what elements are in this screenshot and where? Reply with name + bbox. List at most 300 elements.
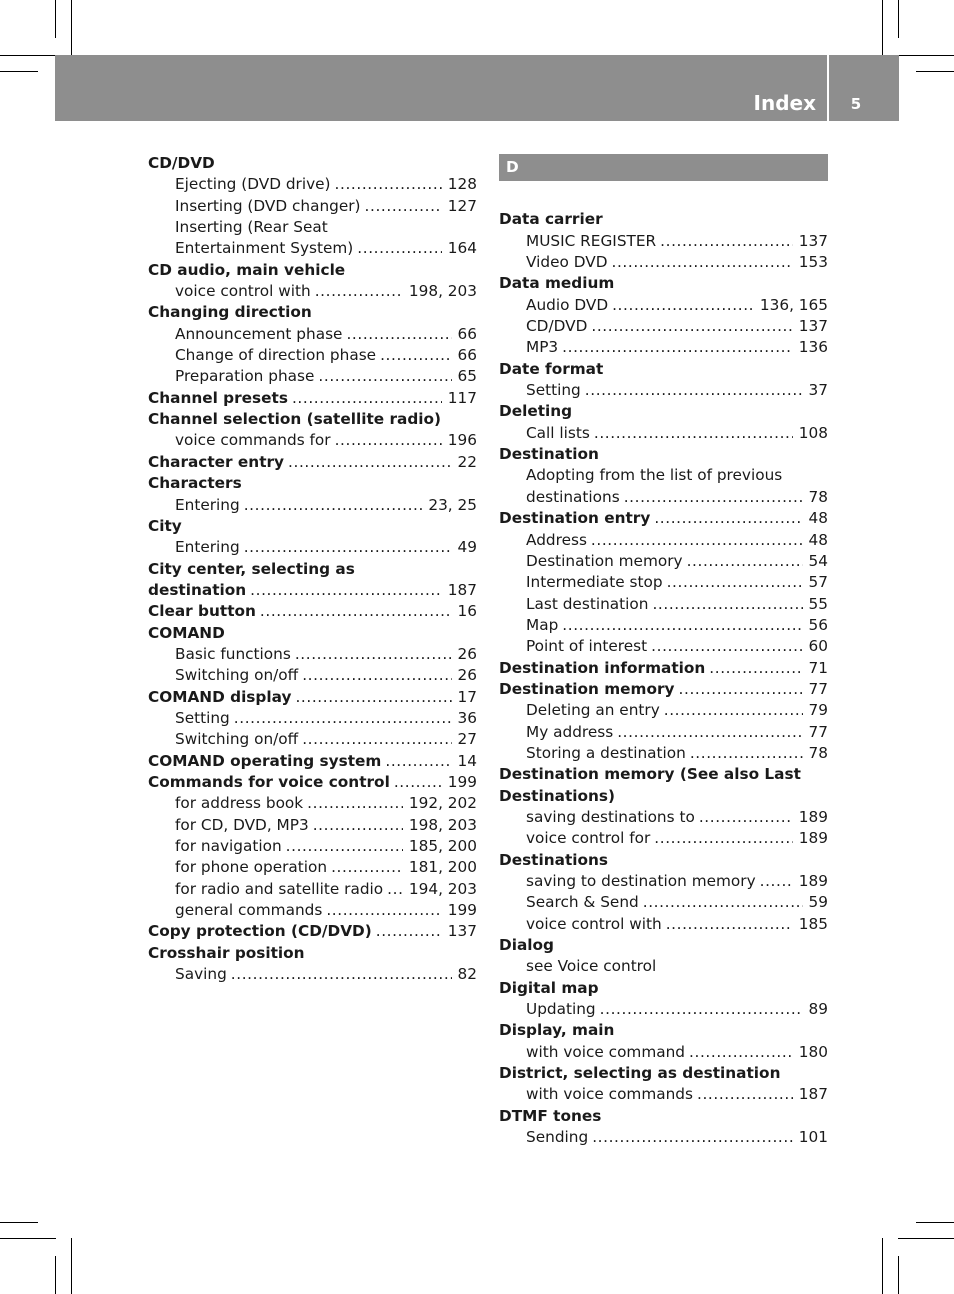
index-entry-heading — [499, 1020, 828, 1041]
entry-text: Characters — [148, 474, 242, 493]
crop-mark — [0, 71, 38, 72]
index-subentry — [499, 892, 828, 913]
index-subentry — [148, 324, 477, 345]
entry-text: Entertainment System) — [175, 239, 354, 258]
entry-text: see Voice control — [526, 957, 657, 976]
page-reference: 127 — [447, 196, 477, 215]
page-reference: 136 — [798, 338, 828, 357]
entry-text: for navigation — [175, 837, 282, 855]
index-entry-heading — [148, 623, 477, 644]
index-entry-heading — [148, 601, 477, 622]
dot-leader — [666, 914, 793, 935]
index-subentry — [148, 964, 477, 985]
entry-text: Intermediate stop — [526, 573, 663, 592]
dot-leader — [295, 644, 452, 665]
page-reference: 66 — [457, 346, 477, 365]
page-reference: 37 — [808, 381, 828, 400]
entry-text: Copy protection (CD/DVD) — [148, 922, 372, 941]
page-reference: 57 — [808, 573, 828, 592]
crop-mark — [898, 55, 954, 56]
dot-leader — [689, 1042, 793, 1063]
entry-text: Destination memory — [499, 679, 675, 698]
page-reference: 194, 203 — [408, 879, 477, 898]
index-subentry — [499, 828, 828, 849]
dot-leader — [394, 772, 442, 793]
section-title: Index — [753, 91, 816, 115]
crop-mark — [0, 1238, 56, 1239]
entry-text: saving to destination memory — [526, 872, 756, 890]
entry-text: Inserting (Rear Seat — [175, 218, 328, 237]
dot-leader — [611, 252, 792, 273]
index-subentry — [499, 1127, 828, 1148]
index-subentry — [148, 174, 477, 195]
dot-leader — [654, 508, 802, 529]
page-reference: 101 — [798, 1128, 828, 1147]
page-reference: 185, 200 — [408, 837, 477, 855]
entry-text: Preparation phase — [175, 367, 315, 386]
index-subentry — [499, 530, 828, 551]
entry-text: CD audio, main vehicle — [148, 260, 346, 279]
index-subentry — [148, 430, 477, 451]
entry-text: City — [148, 516, 182, 535]
dot-leader — [302, 665, 451, 686]
index-entry-heading — [148, 943, 477, 964]
index-subentry — [499, 1042, 828, 1063]
dot-leader — [592, 1127, 793, 1148]
index-subentry — [148, 836, 477, 857]
entry-text: Change of direction phase — [175, 346, 377, 365]
crop-mark — [898, 1238, 954, 1239]
page-reference: 137 — [447, 922, 477, 941]
index-subentry — [148, 345, 477, 366]
index-subentry — [499, 956, 828, 977]
entry-text: Channel selection (satellite radio) — [148, 410, 442, 429]
page-reference: 17 — [457, 687, 477, 706]
dot-leader — [667, 572, 803, 593]
index-entry-heading — [148, 580, 477, 601]
index-entry-heading — [499, 1106, 828, 1127]
index-subentry — [499, 807, 828, 828]
crop-mark — [0, 1222, 38, 1223]
entry-text: for radio and satellite radio — [175, 879, 384, 898]
index-subentry — [499, 231, 828, 252]
index-subentry — [148, 537, 477, 558]
page-reference: 78 — [808, 743, 828, 762]
dot-leader — [335, 174, 442, 195]
page-reference: 198, 203 — [408, 815, 477, 834]
crop-mark — [882, 0, 883, 56]
page-reference: 49 — [457, 538, 477, 557]
entry-text: Saving — [175, 965, 227, 984]
entry-text: Video DVD — [526, 253, 608, 272]
dot-leader — [234, 708, 452, 729]
index-subentry — [148, 495, 477, 516]
crop-mark — [71, 1238, 72, 1294]
entry-text: Announcement phase — [175, 324, 343, 343]
page-reference: 77 — [808, 679, 828, 698]
dot-leader — [288, 452, 452, 473]
page-reference: 77 — [808, 722, 828, 741]
dot-leader — [760, 871, 793, 892]
index-subentry — [148, 217, 477, 238]
index-subentry — [499, 572, 828, 593]
dot-leader — [260, 601, 452, 622]
page-reference: 66 — [457, 324, 477, 343]
page-reference: 59 — [808, 893, 828, 912]
dot-leader — [660, 231, 793, 252]
page-reference: 26 — [457, 644, 477, 663]
crop-mark — [71, 0, 72, 56]
dot-leader — [699, 807, 793, 828]
dot-leader — [357, 238, 442, 259]
index-subentry — [148, 366, 477, 387]
index-subentry — [148, 238, 477, 259]
entry-text: Point of interest — [526, 637, 648, 656]
index-entry-heading — [499, 359, 828, 380]
entry-text: MP3 — [526, 338, 559, 357]
index-subentry — [499, 636, 828, 657]
page-reference: 22 — [457, 452, 477, 471]
index-entry-heading — [148, 473, 477, 494]
entry-text: Destination memory (See also Last — [499, 765, 801, 784]
page-reference: 189 — [798, 807, 828, 826]
page-reference: 185 — [798, 914, 828, 933]
entry-text: Ejecting (DVD drive) — [175, 175, 331, 194]
index-subentry — [148, 196, 477, 217]
entry-text: Display, main — [499, 1021, 615, 1040]
index-column-right — [499, 153, 828, 1148]
entry-text: COMAND operating system — [148, 751, 382, 770]
entry-text: destination — [148, 580, 247, 599]
page-reference: 48 — [808, 509, 828, 528]
crop-mark — [55, 1256, 56, 1294]
page-reference: 27 — [457, 730, 477, 749]
dot-leader — [307, 793, 403, 814]
dot-leader — [709, 658, 802, 679]
index-entry-heading — [148, 388, 477, 409]
entry-text: Setting — [175, 708, 230, 727]
dot-leader — [295, 687, 451, 708]
page-reference: 192, 202 — [408, 794, 477, 813]
index-subentry — [499, 1084, 828, 1105]
page-reference: 78 — [808, 487, 828, 506]
entry-text: voice control with — [526, 914, 662, 933]
dot-leader — [335, 430, 442, 451]
page-reference: 137 — [798, 317, 828, 336]
entry-text: Dialog — [499, 936, 554, 955]
index-subentry — [499, 700, 828, 721]
page-reference: 187 — [798, 1085, 828, 1104]
entry-text: Digital map — [499, 978, 599, 997]
entry-text: Clear button — [148, 602, 256, 621]
dot-leader — [313, 815, 403, 836]
dot-leader — [250, 580, 442, 601]
entry-text: saving destinations to — [526, 807, 695, 826]
page-reference: 56 — [808, 615, 828, 634]
index-subentry — [499, 423, 828, 444]
entry-text: MUSIC REGISTER — [526, 231, 657, 250]
page-reference: 14 — [457, 751, 477, 770]
dot-leader — [231, 964, 452, 985]
page-reference: 54 — [808, 551, 828, 570]
page-reference: 181, 200 — [408, 858, 477, 877]
crop-mark — [55, 0, 56, 38]
entry-text: Entering — [175, 495, 240, 514]
dot-leader — [600, 999, 803, 1020]
dot-leader — [624, 487, 803, 508]
entry-text: destinations — [526, 487, 620, 506]
entry-text: Search & Send — [526, 893, 639, 912]
entry-text: DTMF tones — [499, 1106, 602, 1125]
index-entry-heading — [499, 850, 828, 871]
entry-text: COMAND — [148, 623, 225, 642]
entry-text: general commands — [175, 901, 323, 920]
dot-leader — [286, 836, 403, 857]
index-entry-heading — [148, 452, 477, 473]
index-subentry — [499, 615, 828, 636]
index-subentry — [499, 743, 828, 764]
entry-text: Commands for voice control — [148, 772, 390, 791]
dot-leader — [594, 423, 793, 444]
page-reference: 137 — [798, 231, 828, 250]
index-subentry — [499, 871, 828, 892]
index-entry-heading — [148, 751, 477, 772]
dot-leader — [664, 700, 803, 721]
index-entry-heading — [499, 786, 828, 807]
entry-text: Channel presets — [148, 388, 288, 407]
entry-text: with voice command — [526, 1042, 686, 1061]
entry-text: Destinations) — [499, 786, 615, 805]
entry-text: Map — [526, 615, 559, 634]
entry-text: for CD, DVD, MP3 — [175, 815, 309, 834]
entry-text: Storing a destination — [526, 743, 686, 762]
entry-text: Updating — [526, 1000, 596, 1019]
entry-text: Audio DVD — [526, 295, 609, 314]
entry-text: Data carrier — [499, 210, 603, 229]
index-subentry — [499, 594, 828, 615]
crop-mark — [882, 1238, 883, 1294]
index-subentry — [499, 487, 828, 508]
entry-text: Destination memory — [526, 551, 683, 570]
page-reference: 60 — [808, 637, 828, 656]
entry-text: Date format — [499, 359, 604, 378]
page-reference: 128 — [447, 175, 477, 194]
spacer — [499, 188, 828, 209]
index-subentry — [148, 793, 477, 814]
index-entry-heading — [148, 772, 477, 793]
entry-text: Sending — [526, 1128, 589, 1147]
index-entry-heading — [148, 260, 477, 281]
entry-text: Deleting an entry — [526, 701, 660, 720]
dot-leader — [376, 921, 442, 942]
page-reference: 71 — [808, 658, 828, 677]
index-entry-heading — [499, 658, 828, 679]
entry-text: voice commands for — [175, 431, 331, 450]
index-subentry — [148, 857, 477, 878]
page-reference: 16 — [457, 602, 477, 621]
dot-leader — [612, 295, 754, 316]
entry-text: CD/DVD — [148, 154, 215, 172]
page-reference: 153 — [798, 253, 828, 272]
index-subentry — [499, 252, 828, 273]
page-reference: 23, 25 — [428, 495, 477, 514]
index-entry-heading — [499, 679, 828, 700]
entry-text: COMAND display — [148, 687, 292, 706]
index-entry-heading — [148, 409, 477, 430]
index-subentry — [148, 900, 477, 921]
dot-leader — [687, 551, 803, 572]
index-entry-heading — [148, 302, 477, 323]
entry-text: Changing direction — [148, 303, 312, 322]
entry-text: Setting — [526, 381, 581, 400]
index-subentry — [499, 316, 828, 337]
entry-text: Destination information — [499, 658, 706, 677]
index-subentry — [499, 722, 828, 743]
entry-text: Address — [526, 530, 587, 549]
entry-text: Destination — [499, 445, 599, 464]
dot-leader — [617, 722, 802, 743]
page-reference: 108 — [798, 423, 828, 442]
page-reference: 196 — [447, 431, 477, 450]
dot-leader — [387, 879, 403, 900]
index-subentry — [499, 465, 828, 486]
entry-text: Destination entry — [499, 509, 651, 528]
page-reference: 82 — [457, 965, 477, 984]
page-reference: 187 — [447, 580, 477, 599]
index-entries — [499, 188, 828, 1148]
page-reference: 180 — [798, 1042, 828, 1061]
index-subentry — [148, 879, 477, 900]
index-subentry — [499, 999, 828, 1020]
index-entry-heading — [499, 764, 828, 785]
page-reference: 136, 165 — [759, 295, 828, 314]
crop-mark — [898, 0, 899, 38]
entry-text: Crosshair position — [148, 943, 305, 962]
dot-leader — [591, 316, 792, 337]
entry-text: Basic functions — [175, 644, 291, 663]
entry-text: for phone operation — [175, 858, 328, 877]
index-entry-heading — [499, 1063, 828, 1084]
index-column-left — [148, 153, 477, 985]
index-subentry — [499, 914, 828, 935]
entry-text: Deleting — [499, 402, 573, 421]
index-entry-heading — [499, 273, 828, 294]
page-reference: 65 — [457, 367, 477, 386]
entry-text: voice control with — [175, 282, 311, 301]
index-entry-heading — [499, 508, 828, 529]
page-reference: 164 — [447, 239, 477, 258]
entry-text: CD/DVD — [526, 317, 588, 336]
index-entry-heading — [499, 978, 828, 999]
index-subentry — [148, 281, 477, 302]
dot-leader — [302, 729, 451, 750]
page-reference: 117 — [447, 388, 477, 407]
entry-text: for address book — [175, 794, 304, 813]
index-entry-heading — [499, 401, 828, 422]
page-reference: 79 — [808, 701, 828, 720]
entry-text: Call lists — [526, 423, 590, 442]
entry-text: Inserting (DVD changer) — [175, 196, 361, 215]
entry-text: Switching on/off — [175, 730, 299, 749]
index-subentry — [148, 644, 477, 665]
crop-mark — [916, 71, 954, 72]
entry-text: Destinations — [499, 850, 609, 869]
page-reference: 26 — [457, 666, 477, 685]
index-entry-heading — [148, 516, 477, 537]
entry-text: Character entry — [148, 452, 285, 471]
crop-mark — [0, 55, 56, 56]
crop-mark — [898, 1256, 899, 1294]
crop-mark — [916, 1222, 954, 1223]
dot-leader — [365, 196, 442, 217]
dot-leader — [318, 366, 451, 387]
index-subentry — [499, 295, 828, 316]
dot-leader — [346, 324, 451, 345]
dot-leader — [326, 900, 441, 921]
dot-leader — [654, 828, 793, 849]
dot-leader — [380, 345, 451, 366]
page-reference: 55 — [808, 594, 828, 613]
index-entry-heading — [499, 935, 828, 956]
index-entry-heading — [148, 921, 477, 942]
index-entry-heading — [499, 444, 828, 465]
dot-leader — [697, 1084, 793, 1105]
entry-text: District, selecting as destination — [499, 1064, 781, 1083]
page-number: 5 — [850, 95, 862, 113]
page-reference: 36 — [457, 708, 477, 727]
dot-leader — [679, 679, 803, 700]
entry-text: Last destination — [526, 594, 649, 613]
dot-leader — [562, 337, 793, 358]
page-reference: 199 — [447, 772, 477, 791]
entry-text: voice control for — [526, 829, 651, 848]
dot-leader — [652, 594, 802, 615]
index-subentry — [499, 551, 828, 572]
dot-leader — [244, 537, 452, 558]
dot-leader — [585, 380, 803, 401]
entry-text: Entering — [175, 538, 240, 557]
dot-leader — [331, 857, 403, 878]
index-entry-heading — [148, 153, 477, 174]
index-subentry — [499, 337, 828, 358]
dot-leader — [315, 281, 403, 302]
dot-leader — [651, 636, 802, 657]
index-subentry — [148, 708, 477, 729]
index-entry-heading — [148, 687, 477, 708]
dot-leader — [591, 530, 803, 551]
entry-text: with voice commands — [526, 1085, 693, 1104]
entry-text: City center, selecting as — [148, 559, 355, 578]
letter-heading: D — [499, 154, 828, 181]
dot-leader — [690, 743, 803, 764]
index-entry-heading — [148, 559, 477, 580]
dot-leader — [643, 892, 803, 913]
index-subentry — [148, 665, 477, 686]
page-reference: 199 — [447, 901, 477, 920]
dot-leader — [385, 751, 451, 772]
entry-text: Switching on/off — [175, 666, 299, 685]
page-reference: 89 — [808, 1000, 828, 1019]
page-reference: 189 — [798, 872, 828, 890]
dot-leader — [244, 495, 423, 516]
entry-text: Data medium — [499, 274, 615, 293]
index-subentry — [148, 729, 477, 750]
dot-leader — [562, 615, 802, 636]
dot-leader — [292, 388, 442, 409]
page-reference: 48 — [808, 530, 828, 549]
index-entry-heading — [499, 209, 828, 230]
index-subentry — [148, 815, 477, 836]
